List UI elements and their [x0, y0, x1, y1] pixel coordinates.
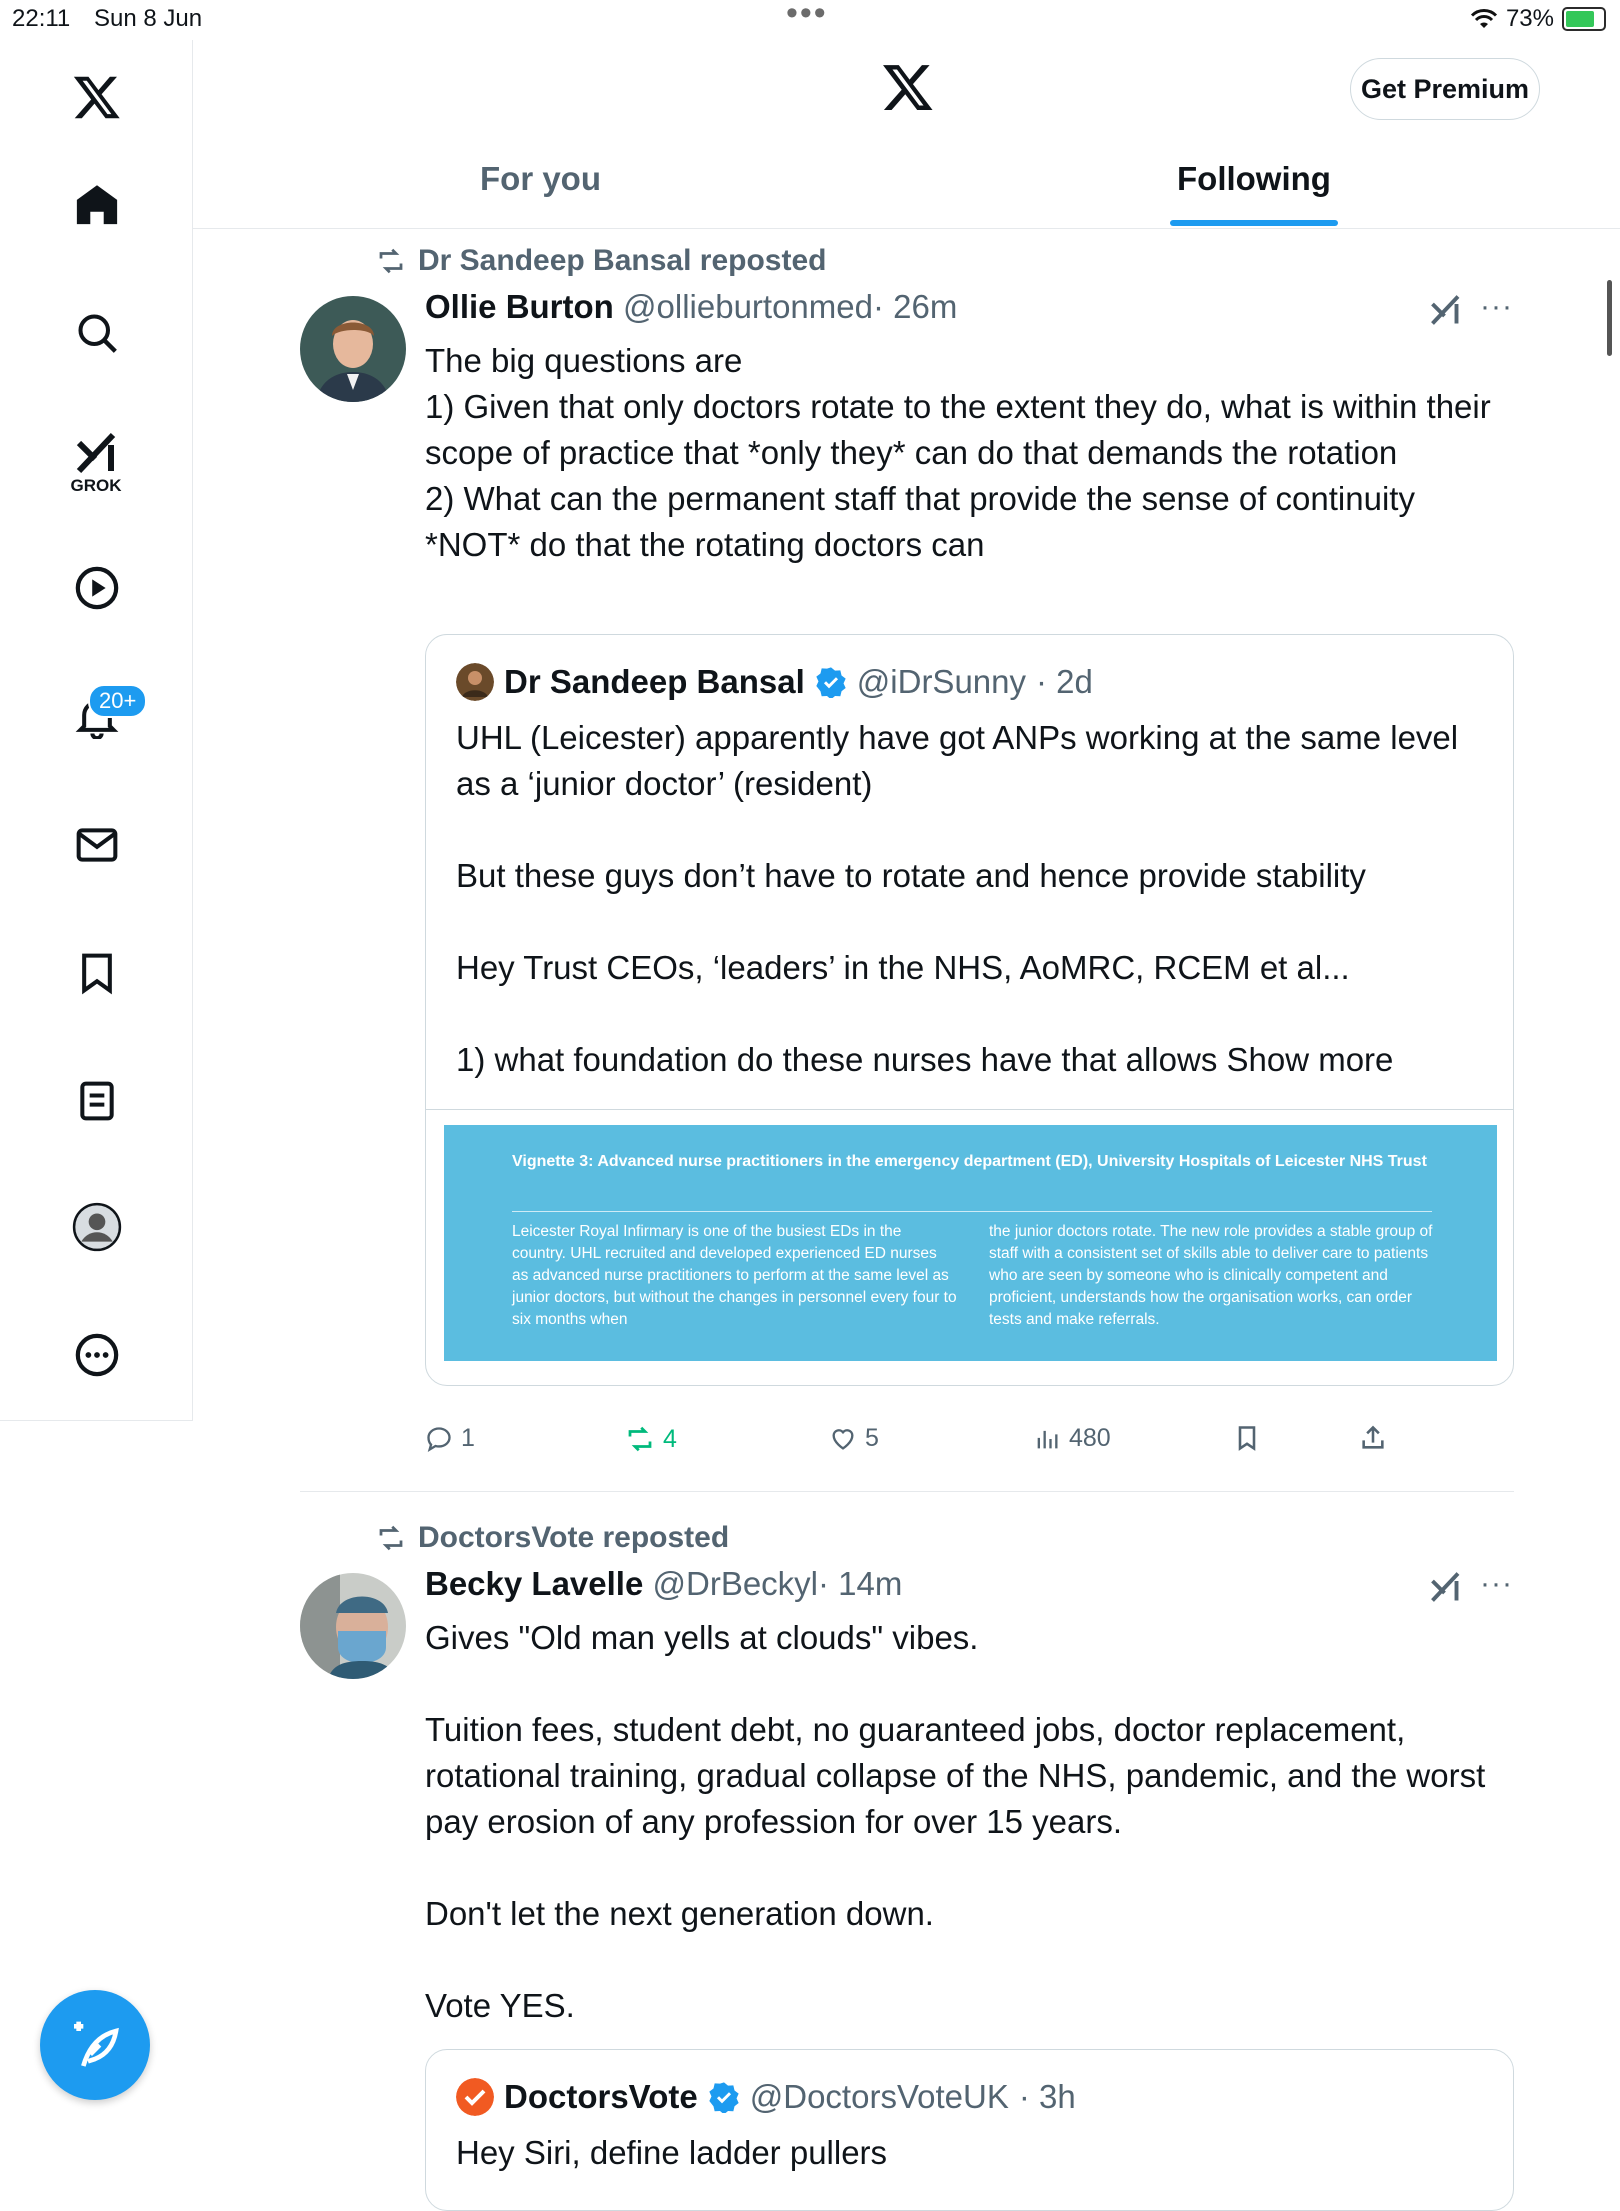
- timeline-header: [193, 40, 1620, 229]
- share-button[interactable]: [1359, 1424, 1387, 1452]
- repost-context: [376, 244, 826, 278]
- quoted-post-time: · 2d: [1036, 663, 1093, 700]
- quoted-post-time: · 3h: [1018, 2078, 1076, 2115]
- like-button[interactable]: [829, 1424, 879, 1453]
- post-card[interactable]: [300, 244, 1514, 1484]
- wifi-icon: [1470, 8, 1498, 30]
- image-column-2: the junior doctors rotate. The new role provides a stable group of staff with a consistent set of skills able to deliver care to patients who are seen by someone who is clinically competent and proficient, understands how the organisation works, can order tests and make referrals.: [989, 1223, 1433, 1328]
- post-text: The big questions are 1) Given that only doctors rotate to the extent they do, what is within their scope of practice that *only they* can do that demands the rotation 2) What can the permanent staff that provide the sense of continuity *NOT* do that the rotating doctors can: [425, 342, 1491, 563]
- post-more-icon[interactable]: ···: [1480, 290, 1513, 323]
- author-handle[interactable]: @DrBeckyl: [652, 1565, 819, 1602]
- search-icon[interactable]: [62, 298, 132, 368]
- quoted-author-line: [456, 663, 1093, 701]
- share-icon: [1359, 1424, 1387, 1452]
- image-column-1: Leicester Royal Infirmary is one of the busiest EDs in the country. UHL recruited and developed experienced ED nurses as advanced nurse practitioners to perform at the same level as junior doctors, but without the changes in personnel every four to six months when: [512, 1223, 957, 1328]
- sidebar: [0, 40, 193, 1421]
- notifications-badge: 20+: [88, 684, 147, 718]
- verified-badge-icon: [815, 666, 847, 698]
- multitasking-dots[interactable]: •••: [786, 0, 828, 32]
- mail-icon[interactable]: [62, 810, 132, 880]
- quoted-post-text: Hey Siri, define ladder pullers: [456, 2134, 888, 2171]
- status-bar: [0, 0, 1620, 40]
- post-author-line: [425, 288, 957, 326]
- battery-icon: [1562, 7, 1606, 31]
- repost-icon: [376, 246, 406, 276]
- profile-avatar-icon[interactable]: [62, 1192, 132, 1262]
- verified-badge-icon: [708, 2081, 740, 2113]
- author-name[interactable]: Becky Lavelle: [425, 1565, 644, 1602]
- views-count: 480: [1069, 1424, 1111, 1452]
- bookmark-post-icon: [1233, 1424, 1261, 1452]
- bookmark-icon[interactable]: [62, 938, 132, 1008]
- quoted-author-handle: @iDrSunny: [856, 663, 1027, 700]
- image-title: Vignette 3: Advanced nurse practitioners in the emergency department (ED), University Hospitals of Leicester NHS Trust: [512, 1153, 1427, 1170]
- tab-following[interactable]: Following: [1177, 160, 1331, 197]
- post-divider: [300, 1491, 1514, 1492]
- get-premium-button[interactable]: Get Premium: [1350, 58, 1540, 120]
- tab-for-you[interactable]: For you: [480, 160, 601, 197]
- status-time: 22:11: [12, 5, 71, 32]
- post-more-icon[interactable]: ···: [1480, 1567, 1513, 1600]
- status-right: [1470, 5, 1606, 33]
- x-logo-icon[interactable]: [62, 62, 132, 132]
- post-author-line: [425, 1565, 902, 1603]
- grok-explain-icon[interactable]: [1428, 292, 1464, 328]
- grok-label: GROK: [70, 476, 122, 495]
- views-button[interactable]: [1033, 1424, 1111, 1453]
- compose-post-button[interactable]: [40, 1990, 150, 2100]
- repost-icon: [376, 1523, 406, 1553]
- author-name[interactable]: Ollie Burton: [425, 288, 614, 325]
- repost-count: 4: [663, 1424, 677, 1453]
- quote-divider: [426, 1109, 1513, 1110]
- quoted-author-handle: @DoctorsVoteUK: [749, 2078, 1009, 2115]
- post-text: Gives "Old man yells at clouds" vibes. Tuition fees, student debt, no guaranteed jobs, doctor replacement, rotational training, gradual collapse of the NHS, pandemic, and the worst pay erosion of any profession for over 15 years. Don't let the next generation down. Vote YES.: [425, 1619, 1486, 2024]
- lists-icon[interactable]: [62, 1066, 132, 1136]
- active-tab-indicator: [1170, 220, 1338, 226]
- reply-icon: [425, 1425, 453, 1453]
- heart-icon: [829, 1425, 857, 1453]
- quoted-post[interactable]: [425, 2049, 1514, 2211]
- avatar[interactable]: [300, 1573, 406, 1679]
- compose-feather-icon: [67, 2017, 123, 2073]
- post-time[interactable]: · 26m: [872, 288, 958, 325]
- reposted-by-label: Dr Sandeep Bansal reposted: [418, 244, 827, 277]
- post-time[interactable]: · 14m: [818, 1565, 903, 1602]
- doctorsvote-logo-icon: [456, 2078, 494, 2116]
- bookmark-post-button[interactable]: [1233, 1424, 1261, 1452]
- x-logo-center-icon: [881, 60, 935, 119]
- grok-explain-icon[interactable]: [1428, 1569, 1464, 1605]
- repost-button[interactable]: [625, 1424, 677, 1454]
- avatar[interactable]: [300, 296, 406, 402]
- like-count: 5: [865, 1424, 879, 1452]
- more-options-icon[interactable]: [62, 1320, 132, 1390]
- play-icon[interactable]: [62, 553, 132, 623]
- reposted-by-label: DoctorsVote reposted: [418, 1521, 730, 1554]
- views-chart-icon: [1033, 1425, 1061, 1453]
- reply-button[interactable]: [425, 1424, 475, 1453]
- status-date: Sun 8 Jun: [94, 5, 203, 32]
- quoted-post[interactable]: [425, 634, 1514, 1386]
- home-icon[interactable]: [62, 170, 132, 240]
- repost-context: [376, 1521, 729, 1555]
- quoted-author-name: Dr Sandeep Bansal: [504, 663, 805, 700]
- battery-percent: 73%: [1505, 5, 1554, 32]
- quoted-avatar: [456, 663, 494, 701]
- quoted-author-line: [456, 2078, 1076, 2116]
- post-actions: [425, 1424, 1425, 1464]
- author-handle[interactable]: @ollieburtonmed: [623, 288, 873, 325]
- repost-count-icon: [625, 1424, 655, 1454]
- quoted-post-image[interactable]: [444, 1125, 1497, 1361]
- quoted-author-name: DoctorsVote: [504, 2078, 698, 2115]
- reply-count: 1: [461, 1424, 475, 1452]
- quoted-post-text: UHL (Leicester) apparently have got ANPs working at the same level as a ‘junior doctor’ (resident) But these guys don’t have to rotate and hence provide stability Hey Trust CEOs, ‘leaders’ in the NHS, AoMRC, RCEM et al... 1) what foundation do these nurses have that allows Show more: [456, 719, 1459, 1078]
- image-rule: [512, 1211, 1432, 1212]
- scrollbar[interactable]: [1607, 280, 1612, 356]
- post-card[interactable]: [300, 1521, 1514, 2171]
